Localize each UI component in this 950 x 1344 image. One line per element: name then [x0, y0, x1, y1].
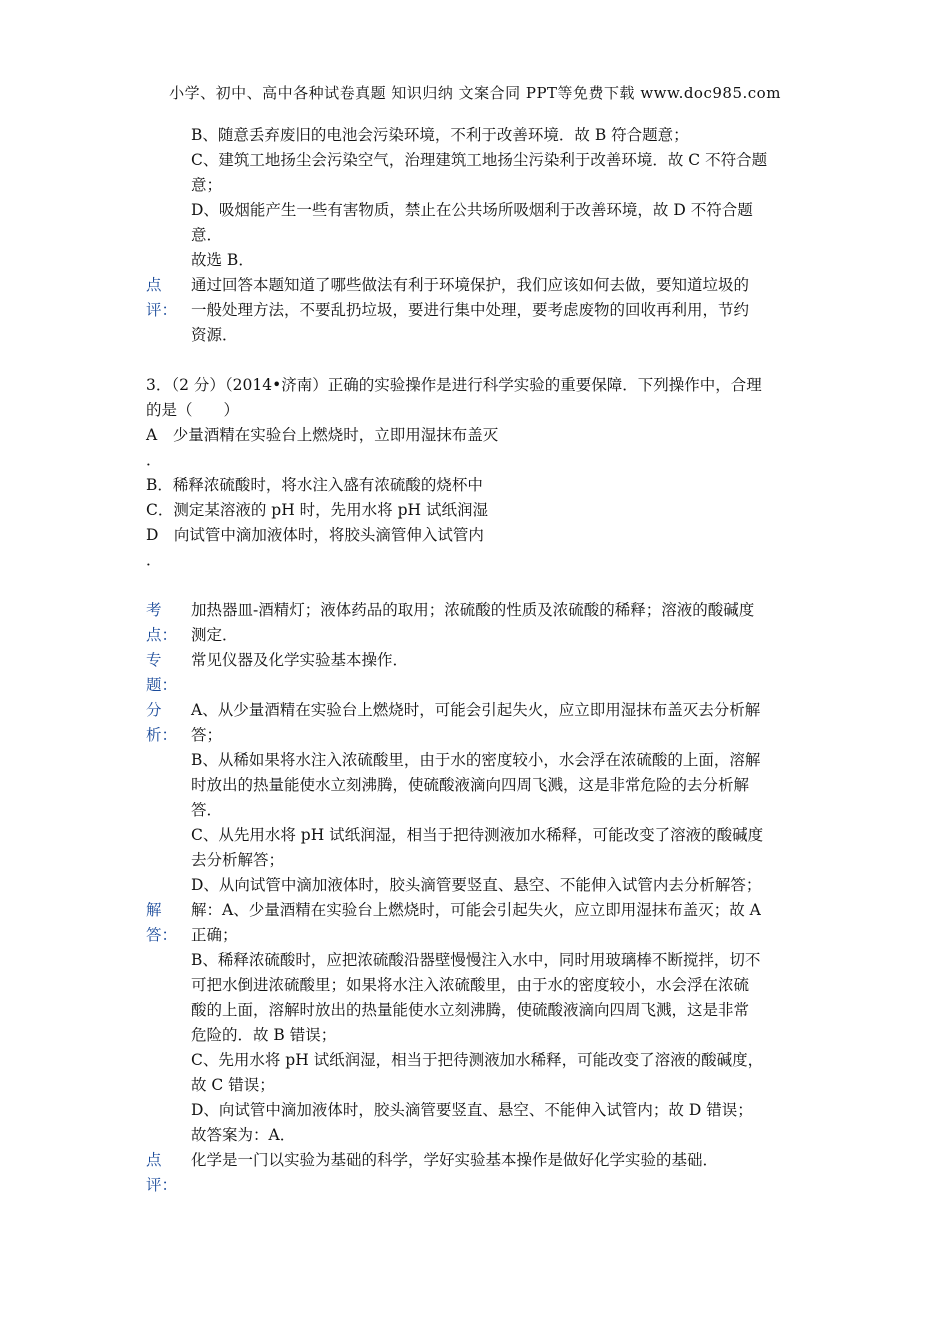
jieda-line: 可把水倒进浓硫酸里；如果将水注入浓硫酸里，由于水的密度较小，水会浮在浓硫	[191, 976, 750, 994]
option-d-cont: ．	[146, 551, 162, 569]
option-b: B．稀释浓硫酸时，将水注入盛有浓硫酸的烧杯中	[146, 476, 483, 494]
page-header: 小学、初中、高中各种试卷真题 知识归纳 文案合同 PPT等免费下载 www.doc985.com	[169, 84, 781, 102]
zhuanti-line: 常见仪器及化学实验基本操作．	[191, 651, 409, 669]
page-content	[146, 123, 810, 1198]
kaodian-block	[146, 598, 810, 648]
dianping-tag: 点 评：	[146, 1151, 178, 1194]
kaodian-line: 测定．	[191, 626, 238, 644]
jieda-line: B、稀释浓硫酸时，应把浓硫酸沿器壁慢慢注入水中，同时用玻璃棒不断搅拌，切不	[191, 951, 761, 969]
jieda-line: 酸的上面，溶解时放出的热量能使水立刻沸腾，使硫酸液滴向四周飞溅，这是非常	[191, 1001, 750, 1019]
fenxi-line: 时放出的热量能使水立刻沸腾，使硫酸液滴向四周飞溅，这是非常危险的去分析解	[191, 776, 750, 794]
option-a: A 少量酒精在实验台上燃烧时，立即用湿抹布盖灭	[146, 426, 499, 444]
comment-line: 通过回答本题知道了哪些做法有利于环境保护，我们应该如何去做，要知道垃圾的	[191, 276, 750, 294]
fenxi-line: A、从少量酒精在实验台上燃烧时，可能会引起失火，应立即用湿抹布盖灭去分析解	[191, 701, 761, 719]
prev-comment-block	[146, 273, 810, 348]
jieda-line: 解：A、少量酒精在实验台上燃烧时，可能会引起失火，应立即用湿抹布盖灭；故 A	[191, 901, 761, 919]
fenxi-line: D、从向试管中滴加液体时，胶头滴管要竖直、悬空、不能伸入试管内去分析解答；	[191, 876, 762, 894]
jieda-line: C、先用水将 pH 试纸润湿，相当于把待测液加水稀释，可能改变了溶液的酸碱度，	[191, 1051, 764, 1069]
jieda-line: 危险的．故 B 错误；	[191, 1026, 337, 1044]
fenxi-line: B、从稀如果将水注入浓硫酸里，由于水的密度较小，水会浮在浓硫酸的上面，溶解	[191, 751, 761, 769]
zhuanti-tag: 专 题：	[146, 651, 178, 694]
fenxi-line: 答；	[191, 726, 223, 744]
analysis-line: B、随意丢弃废旧的电池会污染环境，不利于改善环境．故 B 符合题意；	[191, 126, 689, 144]
stem-line: 的是（ ）	[146, 401, 240, 419]
question-stem	[146, 373, 810, 423]
option-a-cont: ．	[146, 451, 162, 469]
fenxi-line: 答．	[191, 801, 223, 819]
analysis-line: C、建筑工地扬尘会污染空气，治理建筑工地扬尘污染利于改善环境．故 C 不符合题	[191, 151, 768, 169]
question-options	[146, 423, 810, 573]
option-c: C．测定某溶液的 pH 时，先用水将 pH 试纸润湿	[146, 501, 488, 519]
comment-line: 资源．	[191, 326, 238, 344]
prev-analysis-block	[146, 123, 810, 273]
fenxi-line: C、从先用水将 pH 试纸润湿，相当于把待测液加水稀释，可能改变了溶液的酸碱度	[191, 826, 764, 844]
dianping-line: 化学是一门以实验为基础的科学，学好实验基本操作是做好化学实验的基础．	[191, 1151, 719, 1169]
stem-line: 3．（2 分）（2014•济南）正确的实验操作是进行科学实验的重要保障．下列操作中，合理	[146, 376, 762, 394]
option-d: D 向试管中滴加液体时，将胶头滴管伸入试管内	[146, 526, 484, 544]
jieda-tag: 解 答：	[146, 901, 178, 944]
zhuanti-block	[146, 648, 810, 698]
comment-line: 一般处理方法，不要乱扔垃圾，要进行集中处理，要考虑废物的回收再利用，节约	[191, 301, 750, 319]
dianping-block	[146, 1148, 810, 1198]
fenxi-line: 去分析解答；	[191, 851, 285, 869]
kaodian-line: 加热器皿-酒精灯；液体药品的取用；浓硫酸的性质及浓硫酸的稀释；溶液的酸碱度	[191, 601, 755, 619]
kaodian-tag: 考 点：	[146, 601, 178, 644]
analysis-line: 意；	[191, 176, 223, 194]
jieda-line: 故答案为：A．	[191, 1126, 296, 1144]
jieda-line: D、向试管中滴加液体时，胶头滴管要竖直、悬空、不能伸入试管内；故 D 错误；	[191, 1101, 753, 1119]
jieda-line: 正确；	[191, 926, 238, 944]
fenxi-block	[146, 698, 810, 898]
analysis-line: 意．	[191, 226, 223, 244]
jieda-line: 故 C 错误；	[191, 1076, 275, 1094]
analysis-line: 故选 B．	[191, 251, 254, 269]
analysis-line: D、吸烟能产生一些有害物质，禁止在公共场所吸烟利于改善环境，故 D 不符合题	[191, 201, 753, 219]
comment-tag: 点 评：	[146, 276, 178, 319]
fenxi-tag: 分 析：	[146, 701, 178, 744]
jieda-block	[146, 898, 810, 1148]
